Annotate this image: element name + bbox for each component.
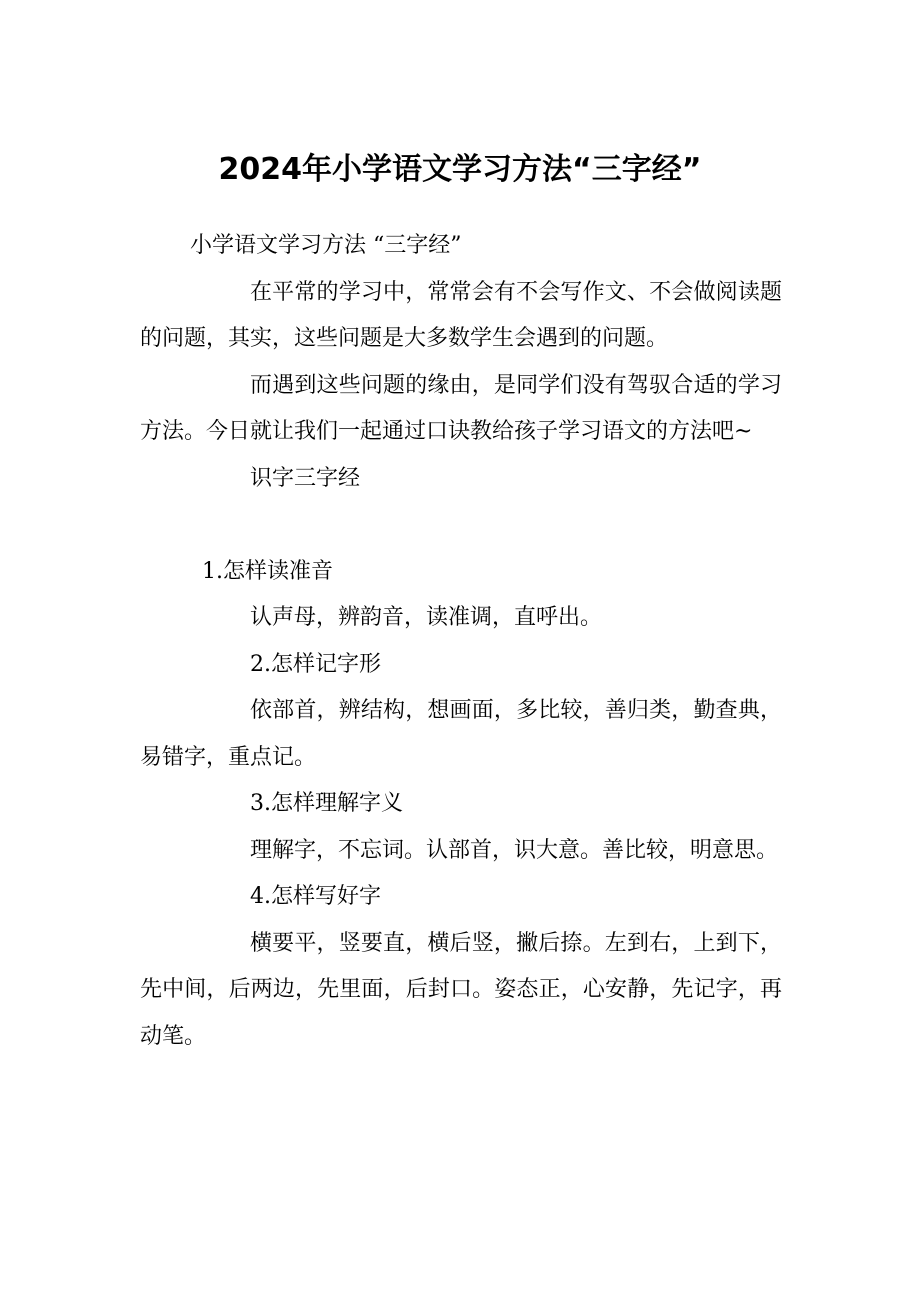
paragraph: 1.怎样读准音: [202, 558, 333, 584]
paragraph: 而遇到这些问题的缘由，是同学们没有驾驭合适的学习方法。今日就让我们一起通过口诀教给孩子学习语文的方法吧~: [140, 372, 782, 444]
paragraph: 4.怎样写好字: [250, 884, 381, 909]
document-title: 2024年小学语文学习方法“三字经”: [218, 152, 702, 187]
paragraph: 小学语文学习方法 “三字经”: [190, 233, 462, 258]
paragraph: 识字三字经: [250, 465, 361, 491]
paragraph: 依部首，辨结构，想画面，多比较，善归类，勤查典，易错字，重点记。: [140, 698, 782, 770]
paragraph: 横要平，竖要直，横后竖，撇后捺。左到右，上到下，先中间，后两边，先里面，后封口。姿态正，心安静，先记字，再动笔。: [140, 930, 782, 1049]
blank-line: [140, 502, 782, 549]
paragraph: 理解字，不忘词。认部首，识大意。善比较，明意思。: [250, 837, 779, 863]
document-body: [140, 223, 782, 1060]
paragraph: 3.怎样理解字义: [250, 791, 403, 816]
paragraph: 2.怎样记字形: [250, 651, 381, 677]
paragraph: 认声母，辨韵音，读准调，直呼出。: [250, 605, 603, 630]
paragraph: 在平常的学习中，常常会有不会写作文、不会做阅读题的问题，其实，这些问题是大多数学生会遇到的问题。: [140, 279, 782, 351]
